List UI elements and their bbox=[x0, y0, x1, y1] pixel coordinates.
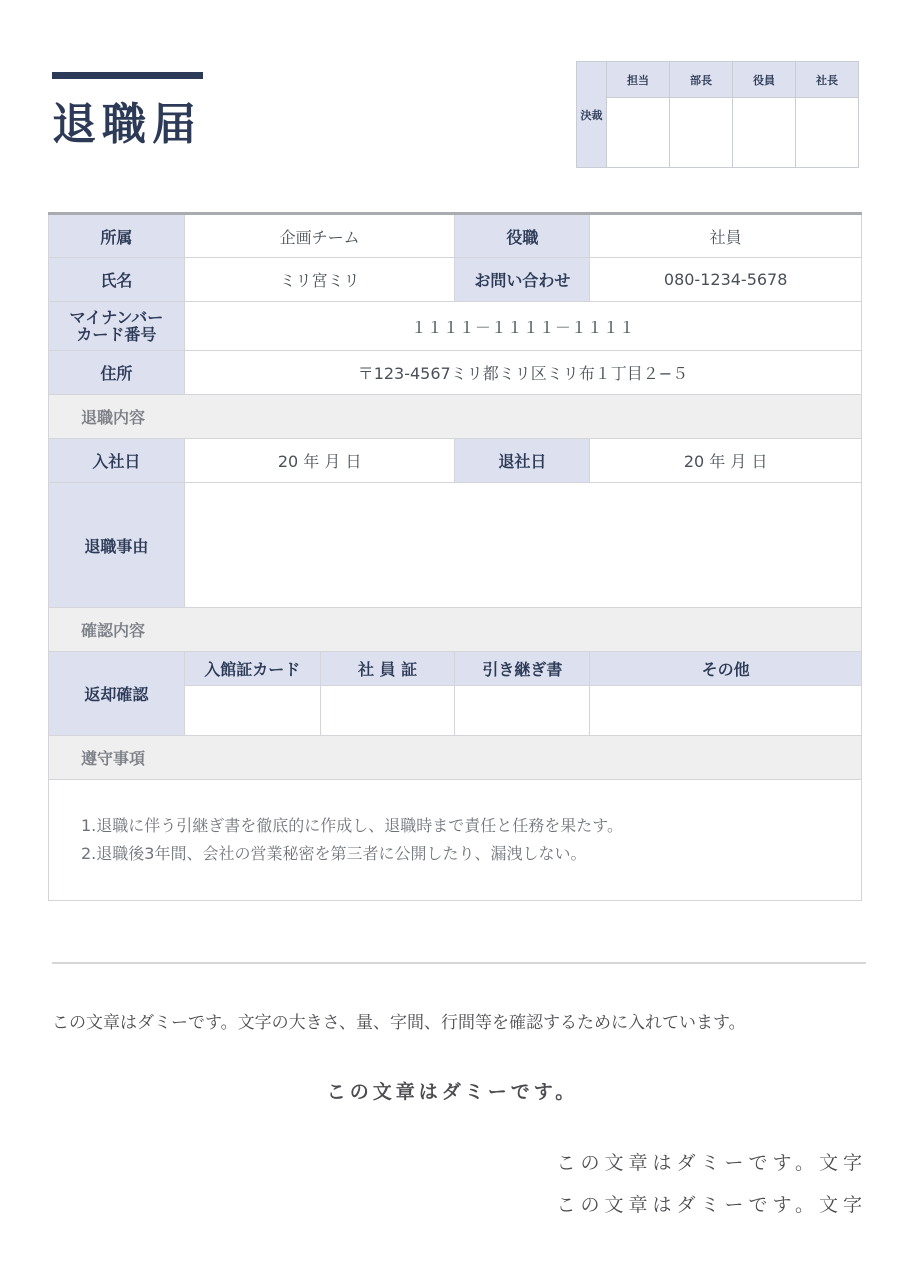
contact-field[interactable]: 080-1234-5678 bbox=[590, 258, 862, 302]
dummy-line-2: この文章はダミーです。文字 bbox=[556, 1194, 867, 1216]
section-confirmation: 確認内容 bbox=[49, 608, 862, 652]
approval-header-yakuin: 役員 bbox=[733, 62, 796, 98]
mynumber-label-line2: カード番号 bbox=[76, 325, 157, 344]
mynumber-label bbox=[49, 302, 185, 351]
dummy-heading: この文章はダミーです。 bbox=[326, 1081, 579, 1103]
approval-header-shacho: 社長 bbox=[796, 62, 859, 98]
approval-header-tanto: 担当 bbox=[607, 62, 670, 98]
dummy-paragraph: この文章はダミーです。文字の大きさ、量、字間、行間等を確認するために入れています。 bbox=[52, 1013, 746, 1033]
return-col-handover-doc: 引き継ぎ書 bbox=[455, 652, 590, 686]
compliance-notes bbox=[49, 780, 862, 901]
address-field[interactable]: 〒123-4567ミリ都ミリ区ミリ布１丁目２−５ bbox=[184, 351, 861, 395]
return-col-entry-card: 入館証カード bbox=[184, 652, 320, 686]
approval-header-bucho: 部長 bbox=[670, 62, 733, 98]
affiliation-label: 所属 bbox=[49, 214, 185, 258]
page-title: 退職届 bbox=[52, 99, 202, 150]
address-label: 住所 bbox=[49, 351, 185, 395]
section-compliance: 遵守事項 bbox=[49, 736, 862, 780]
resignation-form-table bbox=[48, 212, 862, 901]
stamp-box-bucho[interactable] bbox=[670, 98, 733, 168]
affiliation-field[interactable]: 企画チーム bbox=[184, 214, 455, 258]
name-label: 氏名 bbox=[49, 258, 185, 302]
return-check-handover-doc[interactable] bbox=[455, 686, 590, 736]
return-check-other[interactable] bbox=[590, 686, 862, 736]
approval-stamp-table bbox=[576, 61, 859, 168]
stamp-box-shacho[interactable] bbox=[796, 98, 859, 168]
compliance-item: 1.退職に伴う引継ぎ書を徹底的に作成し、退職時まで責任と任務を果たす。 bbox=[81, 816, 623, 835]
reason-label: 退職事由 bbox=[49, 483, 185, 608]
return-check-label: 返却確認 bbox=[49, 652, 185, 736]
divider bbox=[52, 962, 866, 964]
compliance-item: 2.退職後3年間、会社の営業秘密を第三者に公開したり、漏洩しない。 bbox=[81, 844, 587, 863]
leave-date-label: 退社日 bbox=[455, 439, 590, 483]
name-field[interactable]: ミリ宮ミリ bbox=[184, 258, 455, 302]
return-col-other: その他 bbox=[590, 652, 862, 686]
dummy-line-1: この文章はダミーです。文字 bbox=[556, 1152, 867, 1174]
stamp-box-tanto[interactable] bbox=[607, 98, 670, 168]
stamp-box-yakuin[interactable] bbox=[733, 98, 796, 168]
mynumber-field[interactable]: １１１１－１１１１－１１１１ bbox=[184, 302, 861, 351]
mynumber-label-line1: マイナンバー bbox=[69, 308, 164, 327]
return-col-employee-id: 社 員 証 bbox=[320, 652, 455, 686]
join-date-label: 入社日 bbox=[49, 439, 185, 483]
reason-field[interactable] bbox=[184, 483, 861, 608]
contact-label: お問い合わせ bbox=[455, 258, 590, 302]
position-label: 役職 bbox=[455, 214, 590, 258]
leave-date-field[interactable]: 20 年 月 日 bbox=[590, 439, 862, 483]
position-field[interactable]: 社員 bbox=[590, 214, 862, 258]
approval-side-label: 決裁 bbox=[577, 62, 607, 168]
title-accent-bar bbox=[52, 72, 203, 79]
return-check-employee-id[interactable] bbox=[320, 686, 455, 736]
return-check-entry-card[interactable] bbox=[184, 686, 320, 736]
section-retirement-details: 退職内容 bbox=[49, 395, 862, 439]
join-date-field[interactable]: 20 年 月 日 bbox=[184, 439, 455, 483]
